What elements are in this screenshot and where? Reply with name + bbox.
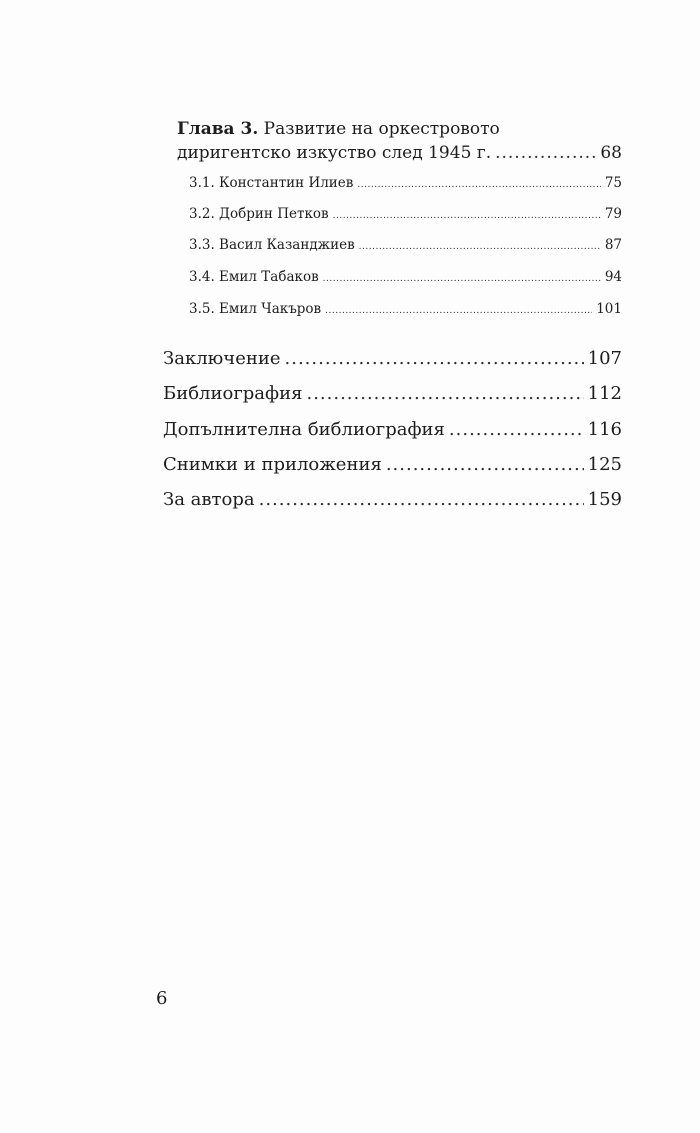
subsection-title: 3.3. Васил Казанджиев bbox=[189, 237, 355, 253]
chapter-heading bbox=[177, 118, 622, 140]
subsection-page-number: 75 bbox=[604, 175, 622, 191]
subsection-title: 3.2. Добрин Петков bbox=[189, 206, 329, 222]
toc-subsection bbox=[189, 236, 622, 256]
leader-dots bbox=[285, 347, 584, 371]
leader-dots bbox=[386, 453, 584, 477]
subsection-title: 3.4. Емил Табаков bbox=[189, 269, 319, 285]
toc-subsection bbox=[189, 174, 622, 194]
section-title: Допълнителна библиография bbox=[163, 419, 445, 440]
leader-dots bbox=[323, 270, 601, 288]
chapter-page-number: 68 bbox=[600, 143, 622, 163]
leader-dots bbox=[306, 382, 583, 406]
toc-chapter-3 bbox=[177, 118, 622, 164]
subsection-page-number: 94 bbox=[604, 269, 622, 285]
chapter-label: Глава 3. bbox=[177, 119, 259, 139]
leader-dots bbox=[359, 238, 601, 256]
toc-subsection bbox=[189, 300, 622, 320]
leader-dots bbox=[495, 142, 596, 164]
chapter-title-line1: Развитие на оркестровото bbox=[263, 119, 500, 139]
toc-subsection bbox=[189, 205, 622, 225]
chapter-title-line2: диригентско изкуство след 1945 г. bbox=[177, 143, 492, 163]
subsection-page-number: 87 bbox=[604, 237, 622, 253]
toc-section bbox=[163, 382, 622, 406]
section-title: Библиография bbox=[163, 383, 303, 404]
section-title: Заключение bbox=[163, 348, 281, 369]
section-title: За автора bbox=[163, 489, 255, 510]
leader-dots bbox=[325, 302, 592, 320]
toc-section bbox=[163, 347, 622, 371]
section-title: Снимки и приложения bbox=[163, 454, 382, 475]
toc-section bbox=[163, 418, 622, 442]
toc-section bbox=[163, 453, 622, 477]
leader-dots bbox=[357, 176, 600, 194]
subsection-title: 3.1. Константин Илиев bbox=[189, 175, 354, 191]
toc-subsection bbox=[189, 268, 622, 288]
page-number: 6 bbox=[156, 988, 168, 1009]
leader-dots bbox=[259, 488, 584, 512]
leader-dots bbox=[333, 207, 601, 225]
toc-section bbox=[163, 488, 622, 512]
section-page-number: 107 bbox=[587, 348, 622, 369]
section-page-number: 112 bbox=[587, 383, 622, 404]
leader-dots bbox=[449, 418, 584, 442]
subsection-page-number: 101 bbox=[596, 301, 622, 317]
section-page-number: 116 bbox=[587, 419, 622, 440]
subsection-title: 3.5. Емил Чакъров bbox=[189, 301, 322, 317]
subsection-page-number: 79 bbox=[604, 206, 622, 222]
section-page-number: 125 bbox=[587, 454, 622, 475]
section-page-number: 159 bbox=[587, 489, 622, 510]
chapter-title-row bbox=[177, 142, 622, 164]
